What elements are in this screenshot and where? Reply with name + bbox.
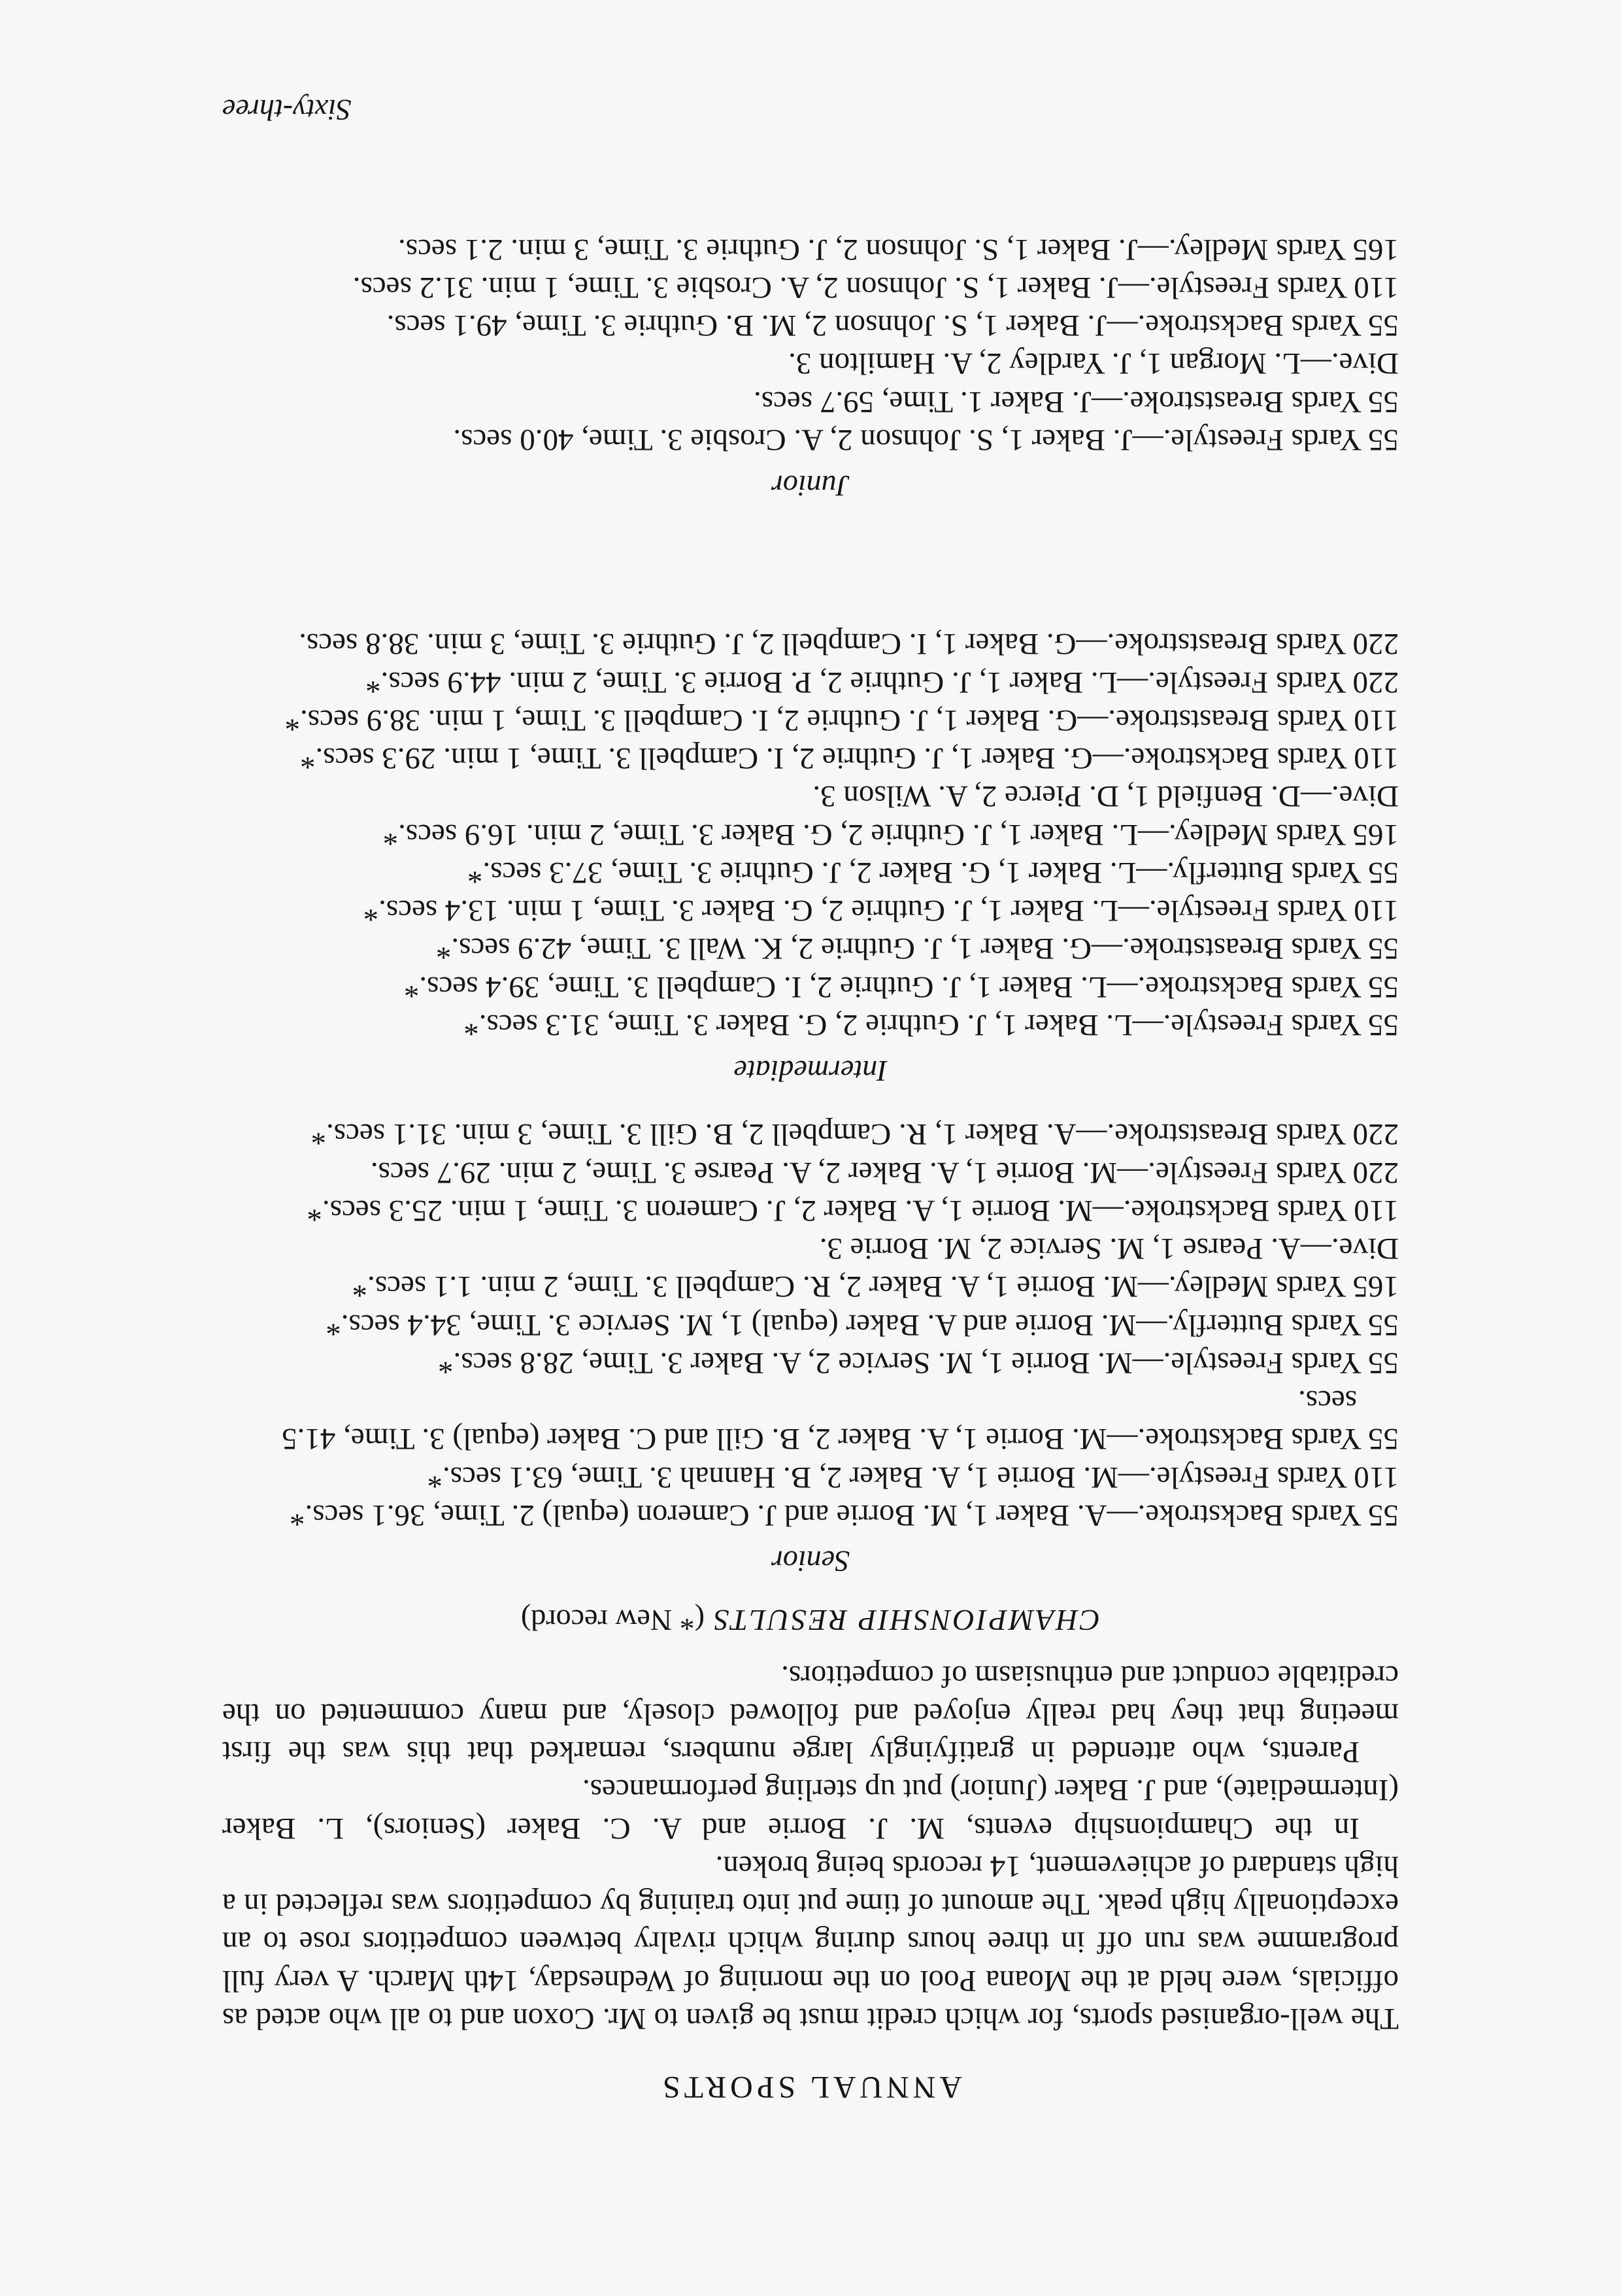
- result-item: Dive.—L. Morgan 1, J. Yardley 2, A. Hamilton 3.: [788, 346, 1399, 381]
- result-item: 55 Yards Breaststroke.—G. Baker 1, J. Guthrie 2, K. Wall 3. Time, 42.9 secs.*: [435, 932, 1399, 966]
- result-item: 110 Yards Freestyle.—J. Baker 1, S. Johnson 2, A. Crosbie 3. Time, 1 min. 31.2 secs.: [352, 270, 1399, 305]
- result-item: 55 Yards Breaststroke.—J. Baker 1. Time, 59.7 secs.: [754, 384, 1399, 419]
- section-heading-intermediate: Intermediate: [733, 1055, 888, 1088]
- result-item: 220 Yards Breaststroke.—A. Baker 1, R. Campbell 2, B. Gill 3. Time, 3 min. 31.1 secs.*: [310, 1117, 1399, 1152]
- section-heading-senior: Senior: [771, 1545, 850, 1578]
- result-item: 220 Yards Freestyle.—M. Borrie 1, A. Baker 2, A. Pearse 3. Time, 2 min. 29.7 secs.: [370, 1155, 1399, 1190]
- result-item: 110 Yards Backstroke.—G. Baker 1, J. Guthrie 2, I. Campbell 3. Time, 1 min. 29.3 secs.*: [299, 741, 1399, 776]
- result-item: 220 Yards Freestyle.—L. Baker 1, J. Guthrie 2, P. Borrie 3. Time, 2 min. 44.9 secs.*: [365, 665, 1399, 700]
- result-item: Dive.—D. Benfield 1, D. Pierce 2, A. Wilson 3.: [812, 779, 1399, 814]
- result-item: 55 Yards Butterfly.—L. Baker 1, G. Baker 2, J. Guthrie 3. Time, 37.3 secs.*: [467, 855, 1399, 890]
- senior-results: [222, 1115, 1399, 1534]
- result-item: 110 Yards Breaststroke.—G. Baker 1, J. Guthrie 2, I. Campbell 3. Time, 1 min. 38.9 secs.*: [284, 703, 1399, 737]
- result-item: 165 Yards Medley.—J. Baker 1, S. Johnson 2, J. Guthrie 3. Time, 3 min. 2.1 secs.: [397, 232, 1399, 267]
- result-item: 55 Yards Freestyle.—L. Baker 1, J. Guthrie 2, G. Baker 3. Time, 31.3 secs.*: [463, 1008, 1399, 1042]
- championship-title: [222, 1602, 1399, 1639]
- result-item: 110 Yards Backstroke.—M. Borrie 1, A. Baker 2, J. Cameron 3. Time, 1 min. 25.3 secs.*: [307, 1193, 1399, 1228]
- page-number: Sixty-three: [222, 93, 352, 127]
- result-item: 110 Yards Freestyle.—L. Baker 1, J. Guthrie 2, G. Baker 3. Time, 1 min. 13.4 secs.*: [363, 894, 1399, 928]
- result-item: 55 Yards Backstroke.—L. Baker 1, J. Guthrie 2, I. Campbell 3. Time, 39.4 secs.*: [403, 970, 1399, 1004]
- page-title: ANNUAL SPORTS: [658, 2070, 963, 2104]
- intermediate-results: [222, 625, 1399, 1044]
- intro-paragraph: The well-organised sports, for which credit must be given to Mr. Coxon and to all who acted as officials, were held at the Moana Pool on the morning of Wednesday, 14th March. A very full programme was run off in three hours during which rivalry between competitors rose to an exceptionally high peak. The amount of time put into training by competitors was reflected in a high standard of achievement, 14 records being broken.: [222, 1849, 1399, 2036]
- result-item: 55 Yards Freestyle.—J. Baker 1, S. Johnson 2, A. Crosbie 3. Time, 40.0 secs.: [453, 423, 1399, 457]
- result-item: 220 Yards Breaststroke.—G. Baker 1, I. Campbell 2, J. Guthrie 3. Time, 3 min. 38.8 secs.: [299, 627, 1399, 662]
- result-item: 55 Yards Backstroke.—M. Borrie 1, A. Baker 2, B. Gill and C. Baker (equal) 3. Time, 41.5 secs.: [282, 1384, 1399, 1457]
- result-item: 55 Yards Backstroke.—A. Baker 1, M. Borrie and J. Cameron (equal) 2. Time, 36.1 secs.*: [289, 1498, 1399, 1532]
- junior-results: [222, 230, 1399, 459]
- intro-text: [222, 1657, 1399, 2038]
- championship-heading: CHAMPIONSHIP RESULTS: [712, 1604, 1101, 1637]
- result-item: 55 Yards Backstroke.—J. Baker 1, S. Johnson 2, M. B. Guthrie 3. Time, 49.1 secs.: [386, 309, 1399, 343]
- result-item: 55 Yards Freestyle.—M. Borrie 1, M. Service 2, A. Baker 3. Time, 28.8 secs.*: [438, 1345, 1399, 1380]
- result-item: 165 Yards Medley.—M. Borrie 1, A. Baker 2, R. Campbell 3. Time, 2 min. 1.1 secs.*: [352, 1270, 1399, 1304]
- championship-note: (* New record): [520, 1604, 705, 1637]
- section-heading-junior: Junior: [771, 469, 850, 503]
- result-item: 110 Yards Freestyle.—M. Borrie 1, A. Baker 2, B. Hannah 3. Time, 63.1 secs.*: [427, 1460, 1399, 1494]
- result-item: Dive.—A. Pearse 1, M. Service 2, M. Borrie 3.: [819, 1232, 1399, 1266]
- intro-paragraph: In the Championship events, M. J. Borrie and A. C. Baker (Seniors), L. Baker (Intermediate), and J. Baker (Junior) put up sterling performances.: [222, 1773, 1399, 1846]
- intro-paragraph: Parents, who attended in gratifyingly large numbers, remarked that this was the first meeting that they had really enjoyed and followed closely, and many commented on the creditable conduct and enthusiasm of competitors.: [222, 1659, 1399, 1770]
- result-item: 165 Yards Medley.—L. Baker 1, J. Guthrie 2, G. Baker 3. Time, 2 min. 16.9 secs.*: [382, 817, 1399, 852]
- result-item: 55 Yards Butterfly.—M. Borrie and A. Baker (equal) 1, M. Service 3. Time, 34.4 secs.*: [326, 1308, 1399, 1342]
